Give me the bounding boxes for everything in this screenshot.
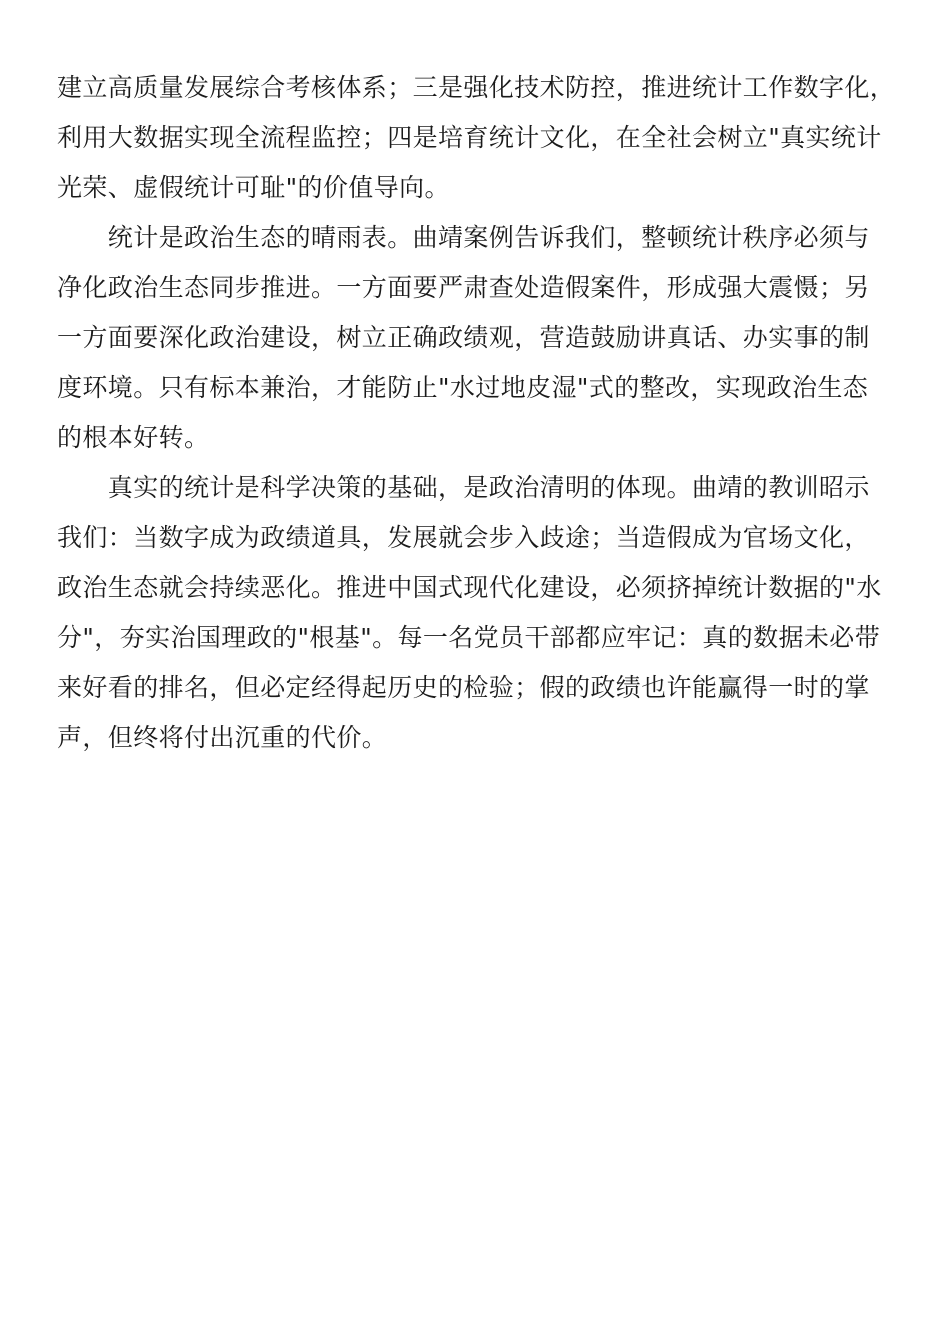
paragraph-line: 声，但终将付出沉重的代价。 [57, 723, 388, 752]
paragraph-1 [57, 63, 897, 213]
paragraph-3 [57, 463, 897, 763]
paragraph-line: 我们：当数字成为政绩道具，发展就会步入歧途；当造假成为官场文化， [57, 523, 870, 552]
paragraph-line: 度环境。只有标本兼治，才能防止"水过地皮湿"式的整改，实现政治生态 [57, 373, 869, 402]
paragraph-line: 净化政治生态同步推进。一方面要严肃查处造假案件，形成强大震慑；另 [57, 273, 870, 302]
paragraph-line: 一方面要深化政治建设，树立正确政绩观，营造鼓励讲真话、办实事的制 [57, 323, 870, 352]
paragraph-line: 统计是政治生态的晴雨表。曲靖案例告诉我们，整顿统计秩序必须与 [57, 223, 870, 252]
paragraph-line: 建立高质量发展综合考核体系；三是强化技术防控，推进统计工作数字化， [57, 73, 896, 102]
paragraph-line: 分"，夯实治国理政的"根基"。每一名党员干部都应牢记：真的数据未必带 [57, 623, 881, 652]
paragraph-line: 光荣、虚假统计可耻"的价值导向。 [57, 173, 450, 202]
document-body [57, 63, 897, 763]
paragraph-line: 政治生态就会持续恶化。推进中国式现代化建设，必须挤掉统计数据的"水 [57, 573, 882, 602]
paragraph-line: 利用大数据实现全流程监控；四是培育统计文化，在全社会树立"真实统计 [57, 123, 882, 152]
paragraph-line: 真实的统计是科学决策的基础，是政治清明的体现。曲靖的教训昭示 [57, 473, 870, 502]
paragraph-line: 来好看的排名，但必定经得起历史的检验；假的政绩也许能赢得一时的掌 [57, 673, 870, 702]
paragraph-line: 的根本好转。 [57, 423, 210, 452]
paragraph-2 [57, 213, 897, 463]
